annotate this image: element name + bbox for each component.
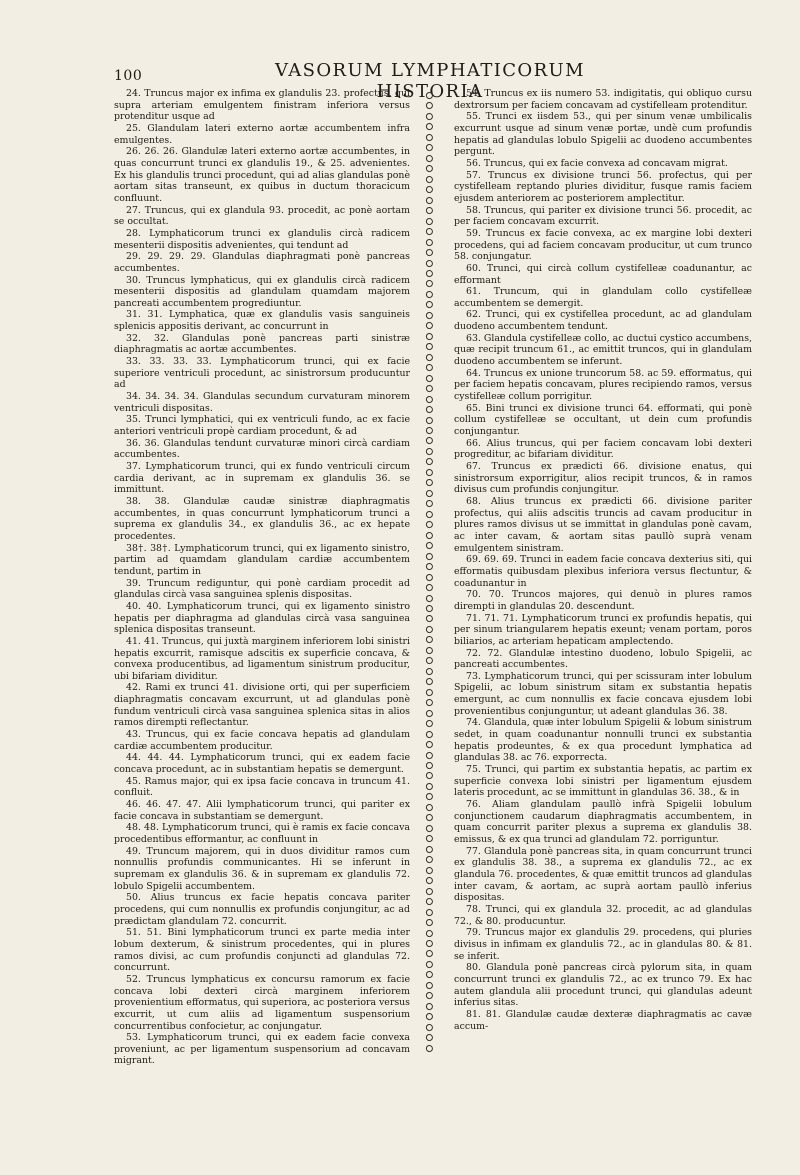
ornament-link <box>424 101 433 110</box>
ornament-link <box>424 1002 433 1011</box>
ornament-link <box>424 133 433 142</box>
paragraph: 50. Alius truncus ex facie hepatis concava pariter procedens, qui cum nonnullis ex profundis conjungitur, ac ad prædictam glandulam 72. concurrit. <box>114 892 410 927</box>
paragraph: 27. Truncus, qui ex glandula 93. procedit, ac ponè aortam se occultat. <box>114 204 410 228</box>
ornament-link <box>424 771 433 780</box>
ornament-link <box>424 552 433 561</box>
paragraph: 74. Glandula, quæ inter lobulum Spigelii & lobum sinistrum sedet, in quam coadunantur nonnulli trunci ex substantia hepatis prodeuntes, & ex qua procedunt lymphatica ad glandulas 38. ac 76. exporrecta. <box>454 717 752 764</box>
ornament-link <box>424 646 433 655</box>
left-column <box>114 88 410 1067</box>
ornament-link <box>424 332 433 341</box>
paragraph: 71. 71. 71. Lymphaticorum trunci ex profundis hepatis, qui per sinum triangularem hepatis exeunt; venam portam, poros biliarios, ac arteriam hepaticam amplectendo. <box>454 612 752 647</box>
paragraph: 57. Truncus ex divisione trunci 56. profectus, qui per cystifelleam reptando pluries dividitur, fusque ramis faciem ejusdem anteriorem ac posteriorem amplectitur. <box>454 169 752 204</box>
paragraph: 55. Trunci ex iisdem 53., qui per sinum venæ umbilicalis excurrunt usque ad sinum venæ portæ, undè cum profundis hepatis ad glandulas lobulo Spigelii ac duodeno accumbentes pergunt. <box>454 111 752 158</box>
ornament-link <box>424 112 433 121</box>
ornament-link <box>424 1033 433 1042</box>
paragraph: 40. 40. Lymphaticorum trunci, qui ex ligamento sinistro hepatis per diaphragma ad glandulas circà vasa sanguinea splenica dispositas transeunt. <box>114 600 410 636</box>
ornament-link <box>424 384 433 393</box>
paragraph: 34. 34. 34. 34. Glandulas secundum curvaturam minorem ventriculi dispositas. <box>114 391 410 414</box>
paragraph: 78. Trunci, qui ex glandula 32. procedit, ac ad glandulas 72., & 80. producuntur. <box>454 903 752 927</box>
ornament-link <box>424 845 433 854</box>
ornament-link <box>424 761 433 770</box>
paragraph: 24. Truncus major ex infima ex glandulis 23. profectus, qui supra arteriam emulgentem finistram inferiora versus protenditur usque ad <box>114 88 410 123</box>
paragraph: 68. Alius truncus ex prædicti 66. divisione pariter profectus, qui aliis adscitis truncis ad cavam producitur in plures ramos divisus ut se immittat in glandulas ponè cavam, ac inter cavam, & aortam sitas paullò suprà venam emulgentem sinistram. <box>454 495 752 554</box>
paragraph: 37. Lymphaticorum trunci, qui ex fundo ventriculi circum cardia derivant, ac in supremam ex glandulis 36. se immittunt. <box>114 461 410 496</box>
ornament-link <box>424 573 433 582</box>
ornament-link <box>424 656 433 665</box>
ornament-link <box>424 981 433 990</box>
ornament-link <box>424 300 433 309</box>
paragraph: 33. 33. 33. 33. Lymphaticorum trunci, qui ex facie superiore ventriculi procedunt, ac sinistrorsum producuntur ad <box>114 356 410 391</box>
paragraph: 56. Truncus, qui ex facie convexa ad concavam migrat. <box>466 157 728 169</box>
paragraph: 25. Glandulam lateri externo aortæ accumbentem infra emulgentes. <box>114 122 410 146</box>
right-column <box>454 88 752 1032</box>
ornament-link <box>424 824 433 833</box>
ornament-link <box>424 1012 433 1021</box>
ornament-link <box>424 949 433 958</box>
paragraph: 26. 26. 26. Glandulæ lateri externo aortæ accumbentes, in quas concurrunt trunci ex glandulis 19., & 25. advenientes. Ex his glandulis trunci procedunt, qui ad alias glandulas ponè aortam sitas transeunt, ex quibus in ductum thoracicum confluunt. <box>114 146 410 204</box>
ornament-link <box>424 489 433 498</box>
ornament-link <box>424 279 433 288</box>
ornament-link <box>424 468 433 477</box>
ornament-link <box>424 426 433 435</box>
paragraph: 64. Truncus ex unione truncorum 58. ac 59. efformatus, qui per faciem hepatis concavam, plures recipiendo ramos, versus cystifelleæ collum porrigitur. <box>454 367 752 403</box>
paragraph: 58. Truncus, qui pariter ex divisione trunci 56. procedit, ac per faciem concavam excurrit. <box>454 204 752 228</box>
paragraph: 38. 38. Glandulæ caudæ sinistræ diaphragmatis accumbentes, in quas concurrunt lymphaticorum trunci a suprema ex glandulis 34., ex glandulis 36., ac ex hepate procedentes. <box>114 495 410 542</box>
ornament-link <box>424 395 433 404</box>
paragraph: 81. 81. Glandulæ caudæ dexteræ diaphragmatis ac cavæ accum- <box>454 1008 752 1032</box>
ornament-link <box>424 510 433 519</box>
ornament-link <box>424 908 433 917</box>
paragraph: 38†. 38†. Lymphaticorum trunci, qui ex ligamento sinistro, partim ad quamdam glandulam cardiæ accumbentem tendunt, partim in <box>114 542 410 577</box>
ornament-link <box>424 709 433 718</box>
paragraph: 53. Lymphaticorum trunci, qui ex eadem facie convexa proveniunt, ac per ligamentum suspensorium ad concavam migrant. <box>114 1032 410 1067</box>
ornament-link <box>424 792 433 801</box>
ornament-link <box>424 520 433 529</box>
paragraph: 29. 29. 29. 29. Glandulas diaphragmati ponè pancreas accumbentes. <box>114 251 410 274</box>
ornament-link <box>424 719 433 728</box>
ornament-link <box>424 583 433 592</box>
ornament-link <box>424 803 433 812</box>
ornament-link <box>424 457 433 466</box>
paragraph: 62. Trunci, qui ex cystifellea procedunt, ac ad glandulam duodeno accumbentem tendunt. <box>454 309 752 333</box>
paragraph: 45. Ramus major, qui ex ipsa facie concava in truncum 41. confluit. <box>114 775 410 799</box>
ornament-link <box>424 175 433 184</box>
ornament-link <box>424 447 433 456</box>
ornament-link <box>424 499 433 508</box>
ornament-link <box>424 813 433 822</box>
ornament-link <box>424 1044 433 1053</box>
ornament-link <box>424 342 433 351</box>
paragraph: 48. 48. Lymphaticorum trunci, qui è ramis ex facie concava procedentibus efformantur, ac confluunt in <box>114 822 410 845</box>
ornament-link <box>424 887 433 896</box>
ornament-link <box>424 698 433 707</box>
ornament-link <box>424 667 433 676</box>
ornament-link <box>424 436 433 445</box>
ornament-link <box>424 353 433 362</box>
ornament-link <box>424 290 433 299</box>
page-number: 100 <box>114 68 143 84</box>
ornament-link <box>424 248 433 257</box>
paragraph: 77. Glandula ponè pancreas sita, in quam concurrunt trunci ex glandulis 38. 38., a suprema ex glandulis 72., ac ex glandula 76. procedentes, & quæ emittit truncos ad glandulas inter cavam, & aortam, ac suprà aortam paullò inferius dispositas. <box>454 845 752 904</box>
paragraph: 73. Lymphaticorum trunci, qui per scissuram inter lobulum Spigelii, ac lobum sinistrum sitam ex substantia hepatis emergunt, ac cum nonnullis ex facie concava ejusdem lobi provenientibus conjunguntur, ut adeant glandulas 36. 38. <box>454 670 752 717</box>
paragraph: 43. Truncus, qui ex facie concava hepatis ad glandulam cardiæ accumbentem producitur. <box>114 729 410 752</box>
ornament-link <box>424 635 433 644</box>
paragraph: 44. 44. 44. Lymphaticorum trunci, qui ex eadem facie concava procedunt, ac in substantiam hepatis se demergunt. <box>114 752 410 776</box>
ornament-link <box>424 866 433 875</box>
paragraph: 59. Truncus ex facie convexa, ac ex margine lobi dexteri procedens, qui ad faciem concavam producitur, ut cum trunco 58. conjungatur. <box>454 227 752 263</box>
paragraph: 76. Aliam glandulam paullò infrà Spigelii lobulum conjunctionem caudarum diaphragmatis accumbentem, in quam concurrit pariter plexus a suprema ex glandulis 38. emissus, & ex qua trunci ad glandulam 72. porriguntur. <box>454 799 752 845</box>
ornament-link <box>424 154 433 163</box>
ornament-link <box>424 227 433 236</box>
paragraph: 42. Rami ex trunci 41. divisione orti, qui per superficiem diaphragmatis concavam excurrunt, ut ad glandulas ponè fundum ventriculi circà vasa sanguinea splenica sitas in alios ramos dirempti reflectantur. <box>114 682 410 729</box>
paragraph: 60. Trunci, qui circà collum cystifelleæ coadunantur, ac efformant <box>454 262 752 286</box>
ornament-link <box>424 363 433 372</box>
ornament-link <box>424 688 433 697</box>
ornament-link <box>424 970 433 979</box>
paragraph: 52. Truncus lymphaticus ex concursu ramorum ex facie concava lobi dexteri circà marginem inferiorem provenientium efformatus, qui superiora, ac posteriora versus excurrit, ut cum aliis ad ligamentum suspensorium concurrentibus confocietur, ac conjungatur. <box>114 973 410 1032</box>
ornament-link <box>424 918 433 927</box>
ornamental-column-rule <box>424 92 434 1052</box>
paragraph: 36. 36. Glandulas tendunt curvaturæ minori circà cardiam accumbentes. <box>114 437 410 461</box>
ornament-link <box>424 185 433 194</box>
ornament-link <box>424 614 433 623</box>
paragraph: 32. 32. Glandulas ponè pancreas parti sinistræ diaphragmatis ac aortæ accumbentes. <box>114 332 410 356</box>
ornament-link <box>424 143 433 152</box>
paragraph: 46. 46. 47. 47. Alii lymphaticorum trunci, qui pariter ex facie concava in substantiam se demergunt. <box>114 799 410 822</box>
ornament-link <box>424 478 433 487</box>
ornament-link <box>424 238 433 247</box>
paragraph: 75. Trunci, qui partim ex substantia hepatis, ac partim ex superficie convexa lobi sinistri per ligamentum ejusdem lateris procedunt, ac se immittunt in glandulas 36. 38., & in <box>454 764 752 799</box>
ornament-link <box>424 531 433 540</box>
ornament-link <box>424 164 433 173</box>
ornament-link <box>424 991 433 1000</box>
ornament-link <box>424 269 433 278</box>
paragraph: 28. Lymphaticorum trunci ex glandulis circà radicem mesenterii dispositis advenientes, qui tendunt ad <box>114 227 410 251</box>
ornament-link <box>424 960 433 969</box>
ornament-link <box>424 122 433 131</box>
ornament-link <box>424 876 433 885</box>
ornament-link <box>424 834 433 843</box>
ornament-link <box>424 311 433 320</box>
ornament-link <box>424 1023 433 1032</box>
ornament-link <box>424 782 433 791</box>
paragraph: 51. 51. Bini lymphaticorum trunci ex parte media inter lobum dexterum, & sinistrum procedentes, qui in plures ramos divisi, ac cum profundis conjuncti ad glandulas 72. concurrunt. <box>114 927 410 974</box>
paragraph: 54. Truncus ex iis numero 53. indigitatis, qui obliquo cursu dextrorsum per faciem concavam ad cystifelleam protenditur. <box>454 88 752 111</box>
ornament-link <box>424 929 433 938</box>
ornament-link <box>424 594 433 603</box>
ornament-link <box>424 855 433 864</box>
paragraph: 49. Truncum majorem, qui in duos dividitur ramos cum nonnullis profundis communicantes. Hi se inferunt in supremam ex glandulis 36. & in supremam ex glandulis 72. lobulo Spigelii accumbentem. <box>114 845 410 892</box>
ornament-link <box>424 217 433 226</box>
paragraph: 66. Alius truncus, qui per faciem concavam lobi dexteri progreditur, ac bifariam dividitur. <box>454 437 752 461</box>
ornament-link <box>424 740 433 749</box>
paragraph: 61. Truncum, qui in glandulam collo cystifelleæ accumbentem se demergit. <box>454 286 752 309</box>
ornament-link <box>424 751 433 760</box>
ornament-link <box>424 91 433 100</box>
paragraph: 70. 70. Truncos majores, qui denuò in plures ramos dirempti in glandulas 20. descendunt. <box>454 589 752 612</box>
paragraph: 30. Truncus lymphaticus, qui ex glandulis circà radicem mesenterii dispositis ad glandulam quamdam majorem pancreati accumbentem progrediuntur. <box>114 274 410 309</box>
ornament-link <box>424 259 433 268</box>
ornament-link <box>424 604 433 613</box>
ornament-link <box>424 416 433 425</box>
ornament-link <box>424 939 433 948</box>
paragraph: 80. Glandula ponè pancreas circà pylorum sita, in quam concurrunt trunci ex glandulis 72., ac ex trunco 79. Ex hac autem glandula alii procedunt trunci, qui glandulas adeunt inferius sitas. <box>454 962 752 1009</box>
paragraph: 67. Truncus ex prædicti 66. divisione enatus, qui sinistrorsum exporrigitur, alios recipit truncos, & in ramos divisus cum profundis conjungitur. <box>454 461 752 496</box>
ornament-link <box>424 897 433 906</box>
paragraph: 39. Truncum rediguntur, qui ponè cardiam procedit ad glandulas circà vasa sanguinea splenis dispositas. <box>114 577 410 601</box>
paragraph: 63. Glandula cystifelleæ collo, ac ductui cystico accumbens, quæ recipit truncum 61., ac emittit truncos, qui in glandulam duodeno accumbentem se inferunt. <box>454 332 752 368</box>
paragraph: 41. 41. Truncus, qui juxtà marginem inferiorem lobi sinistri hepatis excurrit, ramisque adscitis ex superficie concava, & convexa producentibus, ad ligamentum sinistrum producitur, ubi bifariam dividitur. <box>114 635 410 682</box>
paragraph: 35. Trunci lymphatici, qui ex ventriculi fundo, ac ex facie anteriori ventriculi propè cardiam procedunt, & ad <box>114 414 410 438</box>
paragraph: 69. 69. 69. Trunci in eadem facie concava dexterius siti, qui efformatis quibusdam plexibus inferiora versus flectuntur, & coadunantur in <box>454 554 752 589</box>
ornament-link <box>424 677 433 686</box>
ornament-link <box>424 196 433 205</box>
ornament-link <box>424 405 433 414</box>
paragraph: 79. Truncus major ex glandulis 29. procedens, qui pluries divisus in infimam ex glandulis 72., ac in glandulas 80. & 81. se inferit. <box>454 927 752 962</box>
paragraph: 72. 72. Glandulæ intestino duodeno, lobulo Spigelii, ac pancreati accumbentes. <box>454 647 752 671</box>
ornament-link <box>424 374 433 383</box>
paragraph: 31. 31. Lymphatica, quæ ex glandulis vasis sanguineis splenicis appositis derivant, ac concurrunt in <box>114 309 410 333</box>
paragraph: 65. Bini trunci ex divisione trunci 64. efformati, qui ponè collum cystifelleæ se occultant, ut dein cum profundis conjungantur. <box>454 402 752 438</box>
ornament-link <box>424 206 433 215</box>
running-title: VASORUM LYMPHATICORUM HISTORIA <box>275 60 585 102</box>
ornament-link <box>424 625 433 634</box>
ornament-link <box>424 541 433 550</box>
ornament-link <box>424 562 433 571</box>
ornament-link <box>424 321 433 330</box>
ornament-link <box>424 730 433 739</box>
